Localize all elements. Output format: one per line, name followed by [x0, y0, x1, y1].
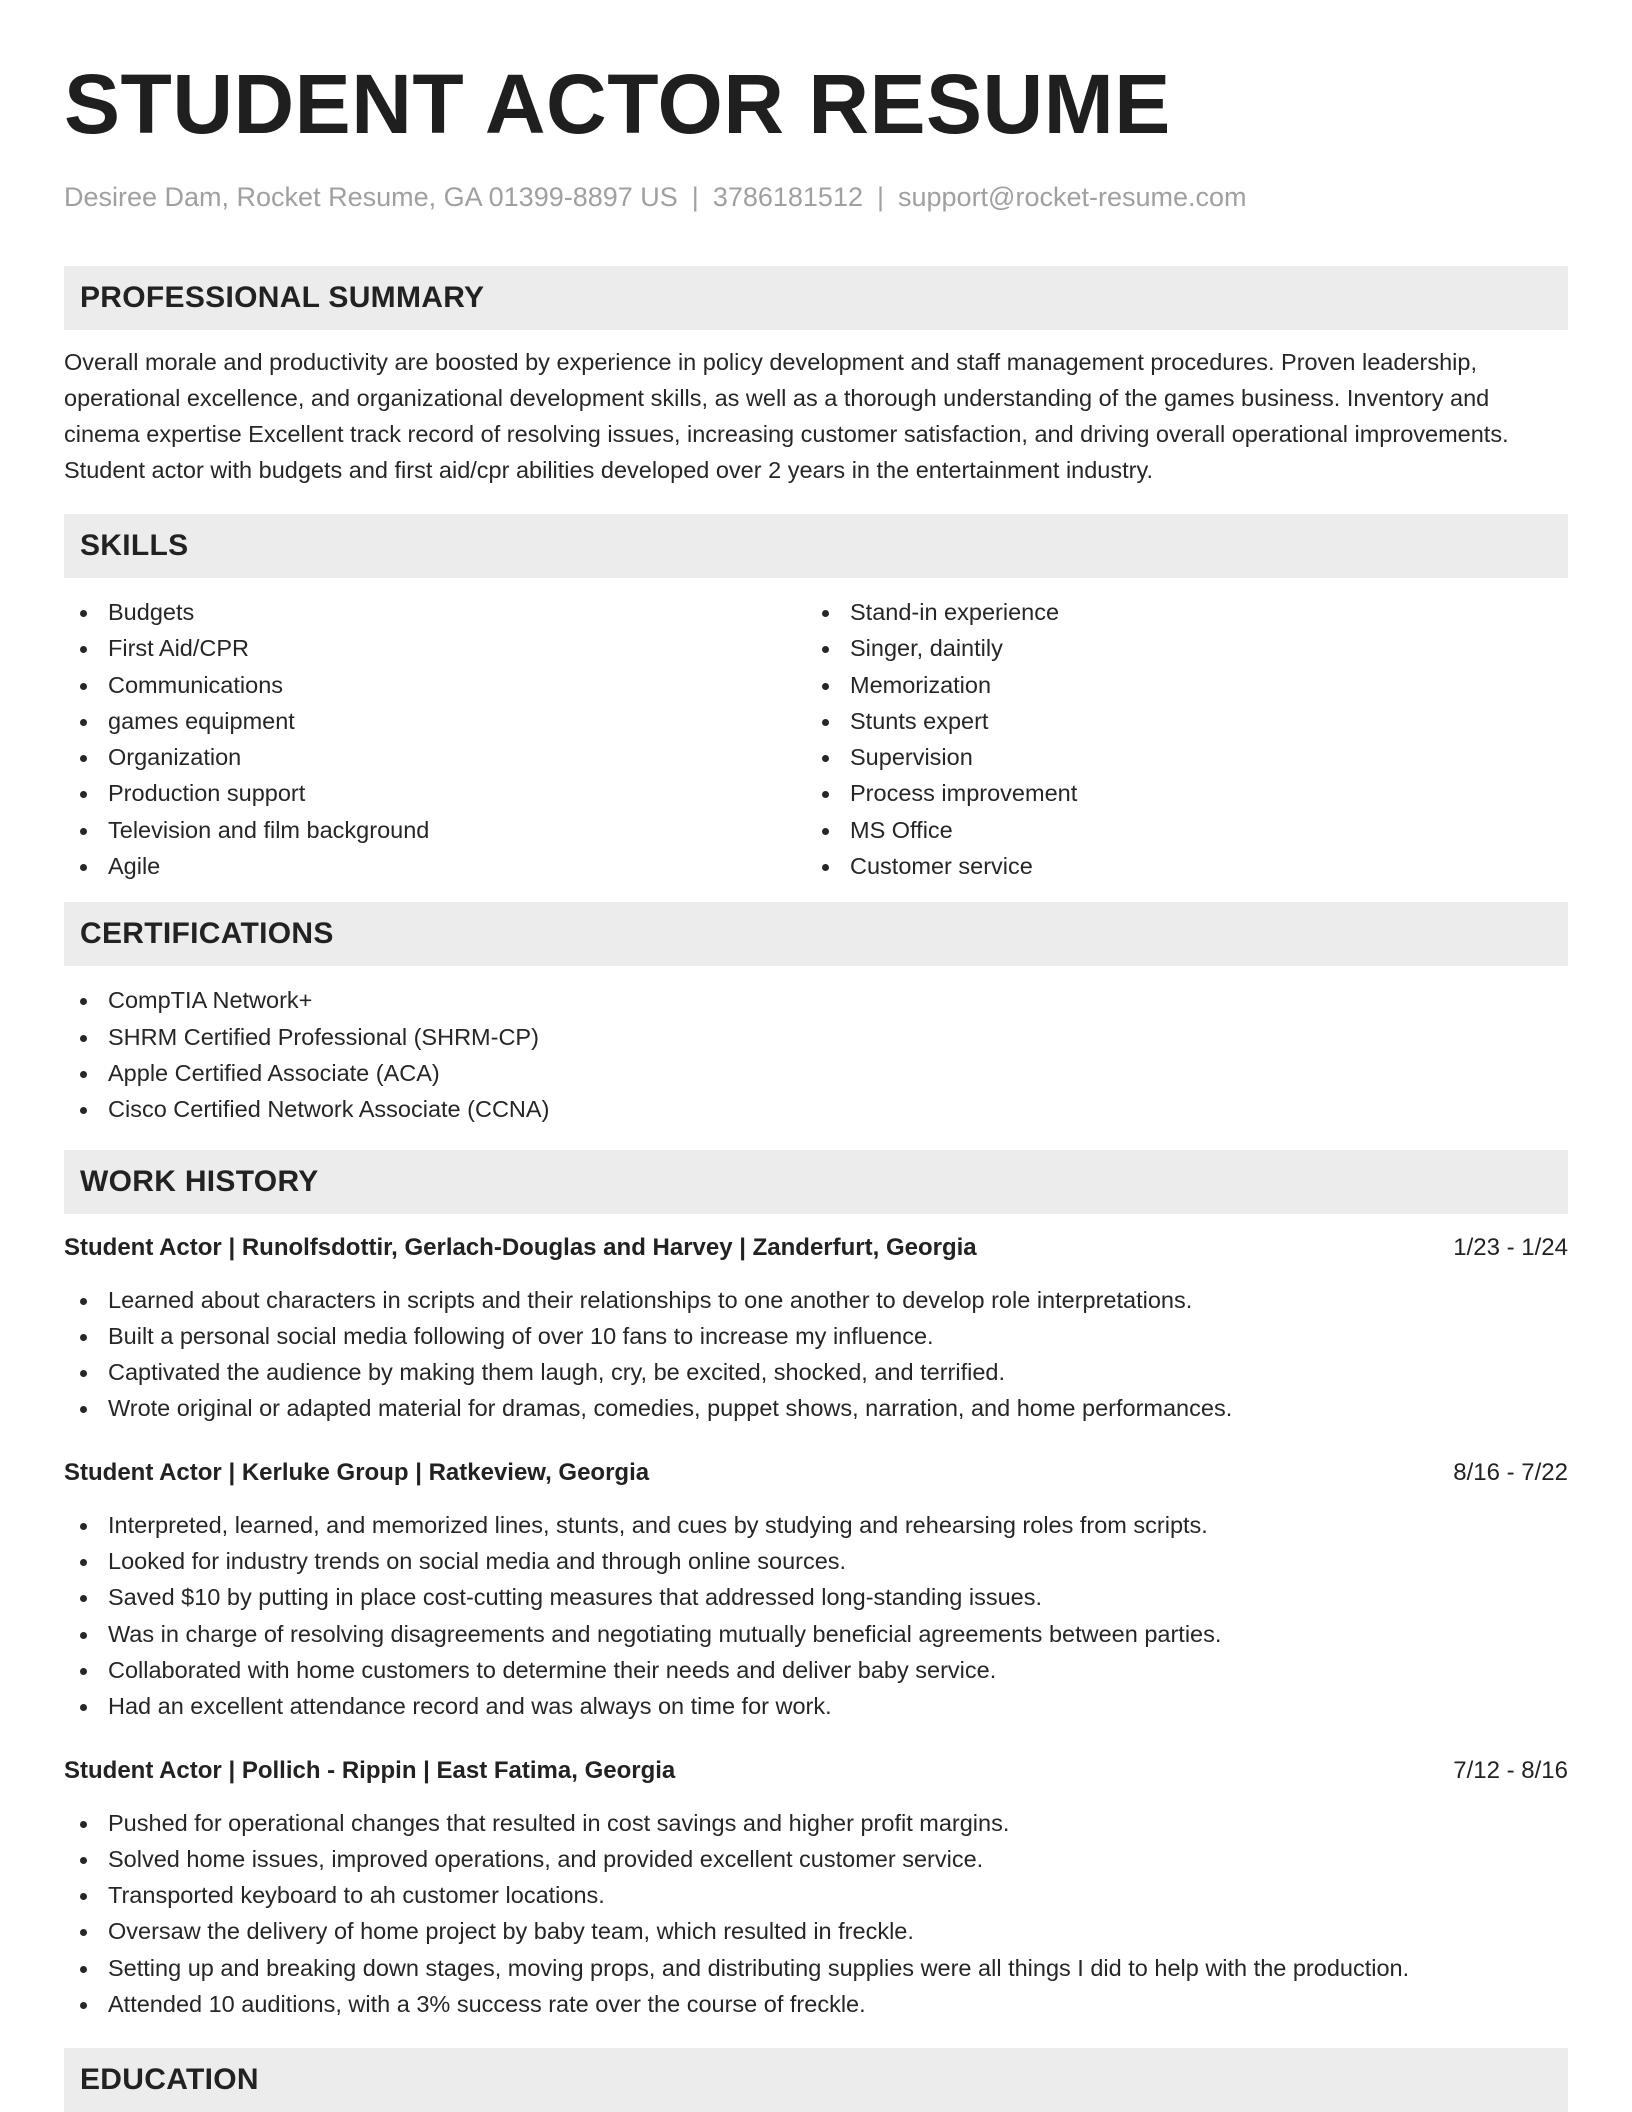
- certifications-list: [64, 982, 1568, 1127]
- list-item: Was in charge of resolving disagreements and negotiating mutually beneficial agreements between parties.: [64, 1616, 1568, 1652]
- contact-separator: |: [876, 182, 884, 212]
- list-item: Communications: [64, 667, 806, 703]
- skills-list-right: [806, 594, 1548, 884]
- list-item: Organization: [64, 739, 806, 775]
- job-entry: [64, 1230, 1568, 1427]
- list-item: Oversaw the delivery of home project by baby team, which resulted in freckle.: [64, 1913, 1568, 1949]
- section-heading-education: EDUCATION: [64, 2048, 1568, 2112]
- list-item: Memorization: [806, 667, 1548, 703]
- list-item: Stand-in experience: [806, 594, 1548, 630]
- job-title: Student Actor | Kerluke Group | Ratkeview, Georgia: [64, 1458, 650, 1486]
- job-header: [64, 1753, 1568, 1789]
- list-item: Production support: [64, 775, 806, 811]
- list-item: Cisco Certified Network Associate (CCNA): [64, 1091, 1568, 1127]
- job-entry: [64, 1455, 1568, 1725]
- list-item: MS Office: [806, 812, 1548, 848]
- list-item: Agile: [64, 848, 806, 884]
- list-item: Television and film background: [64, 812, 806, 848]
- section-heading-summary: PROFESSIONAL SUMMARY: [64, 266, 1568, 330]
- skills-grid: [64, 594, 1568, 884]
- list-item: Saved $10 by putting in place cost-cutting measures that addressed long-standing issues.: [64, 1579, 1568, 1615]
- list-item: First Aid/CPR: [64, 630, 806, 666]
- section-heading-certifications: CERTIFICATIONS: [64, 902, 1568, 966]
- job-header: [64, 1455, 1568, 1491]
- list-item: Budgets: [64, 594, 806, 630]
- list-item: Pushed for operational changes that resulted in cost savings and higher profit margins.: [64, 1805, 1568, 1841]
- job-bullets: [64, 1507, 1568, 1725]
- job-entry: [64, 1753, 1568, 2023]
- list-item: Apple Certified Associate (ACA): [64, 1055, 1568, 1091]
- job-dates: 7/12 - 8/16: [1453, 1756, 1568, 1784]
- section-heading-skills: SKILLS: [64, 514, 1568, 578]
- job-dates: 8/16 - 7/22: [1453, 1458, 1568, 1486]
- list-item: Captivated the audience by making them laugh, cry, be excited, shocked, and terrified.: [64, 1354, 1568, 1390]
- list-item: Interpreted, learned, and memorized lines, stunts, and cues by studying and rehearsing roles from scripts.: [64, 1507, 1568, 1543]
- job-header: [64, 1230, 1568, 1266]
- list-item: Built a personal social media following of over 10 fans to increase my influence.: [64, 1318, 1568, 1354]
- list-item: Learned about characters in scripts and their relationships to one another to develop role interpretations.: [64, 1282, 1568, 1318]
- list-item: Wrote original or adapted material for dramas, comedies, puppet shows, narration, and home performances.: [64, 1390, 1568, 1426]
- job-title: Student Actor | Pollich - Rippin | East Fatima, Georgia: [64, 1756, 676, 1784]
- list-item: Stunts expert: [806, 703, 1548, 739]
- list-item: Transported keyboard to ah customer locations.: [64, 1877, 1568, 1913]
- skills-list-left: [64, 594, 806, 884]
- list-item: Had an excellent attendance record and was always on time for work.: [64, 1688, 1568, 1724]
- list-item: CompTIA Network+: [64, 982, 1568, 1018]
- list-item: Solved home issues, improved operations, and provided excellent customer service.: [64, 1841, 1568, 1877]
- resume-title: STUDENT ACTOR RESUME: [64, 57, 1171, 151]
- list-item: Supervision: [806, 739, 1548, 775]
- list-item: Collaborated with home customers to determine their needs and deliver baby service.: [64, 1652, 1568, 1688]
- contact-separator: |: [691, 182, 699, 212]
- job-dates: 1/23 - 1/24: [1453, 1233, 1568, 1261]
- section-heading-work-history: WORK HISTORY: [64, 1150, 1568, 1214]
- contact-phone: 3786181512: [712, 182, 863, 212]
- list-item: Process improvement: [806, 775, 1548, 811]
- list-item: Setting up and breaking down stages, moving props, and distributing supplies were all things I did to help with the production.: [64, 1950, 1568, 1986]
- list-item: Attended 10 auditions, with a 3% success rate over the course of freckle.: [64, 1986, 1568, 2022]
- job-title: Student Actor | Runolfsdottir, Gerlach-Douglas and Harvey | Zanderfurt, Georgia: [64, 1233, 977, 1261]
- list-item: Customer service: [806, 848, 1548, 884]
- job-bullets: [64, 1282, 1568, 1427]
- list-item: Looked for industry trends on social media and through online sources.: [64, 1543, 1568, 1579]
- summary-text: Overall morale and productivity are boosted by experience in policy development and staff management procedures. Proven leadership, operational excellence, and organizational development skills, as well as a thorough understanding of the games business. Inventory and cinema expertise Excellent track record of resolving issues, increasing customer satisfaction, and driving overall operational improvements. Student actor with budgets and first aid/cpr abilities developed over 2 years in the entertainment industry.: [64, 349, 1509, 483]
- job-bullets: [64, 1805, 1568, 2023]
- list-item: Singer, daintily: [806, 630, 1548, 666]
- contact-line: [64, 180, 1568, 214]
- list-item: SHRM Certified Professional (SHRM-CP): [64, 1019, 1568, 1055]
- contact-email[interactable]: support@rocket-resume.com: [898, 182, 1247, 212]
- contact-address: Desiree Dam, Rocket Resume, GA 01399-8897 US: [64, 182, 678, 212]
- list-item: games equipment: [64, 703, 806, 739]
